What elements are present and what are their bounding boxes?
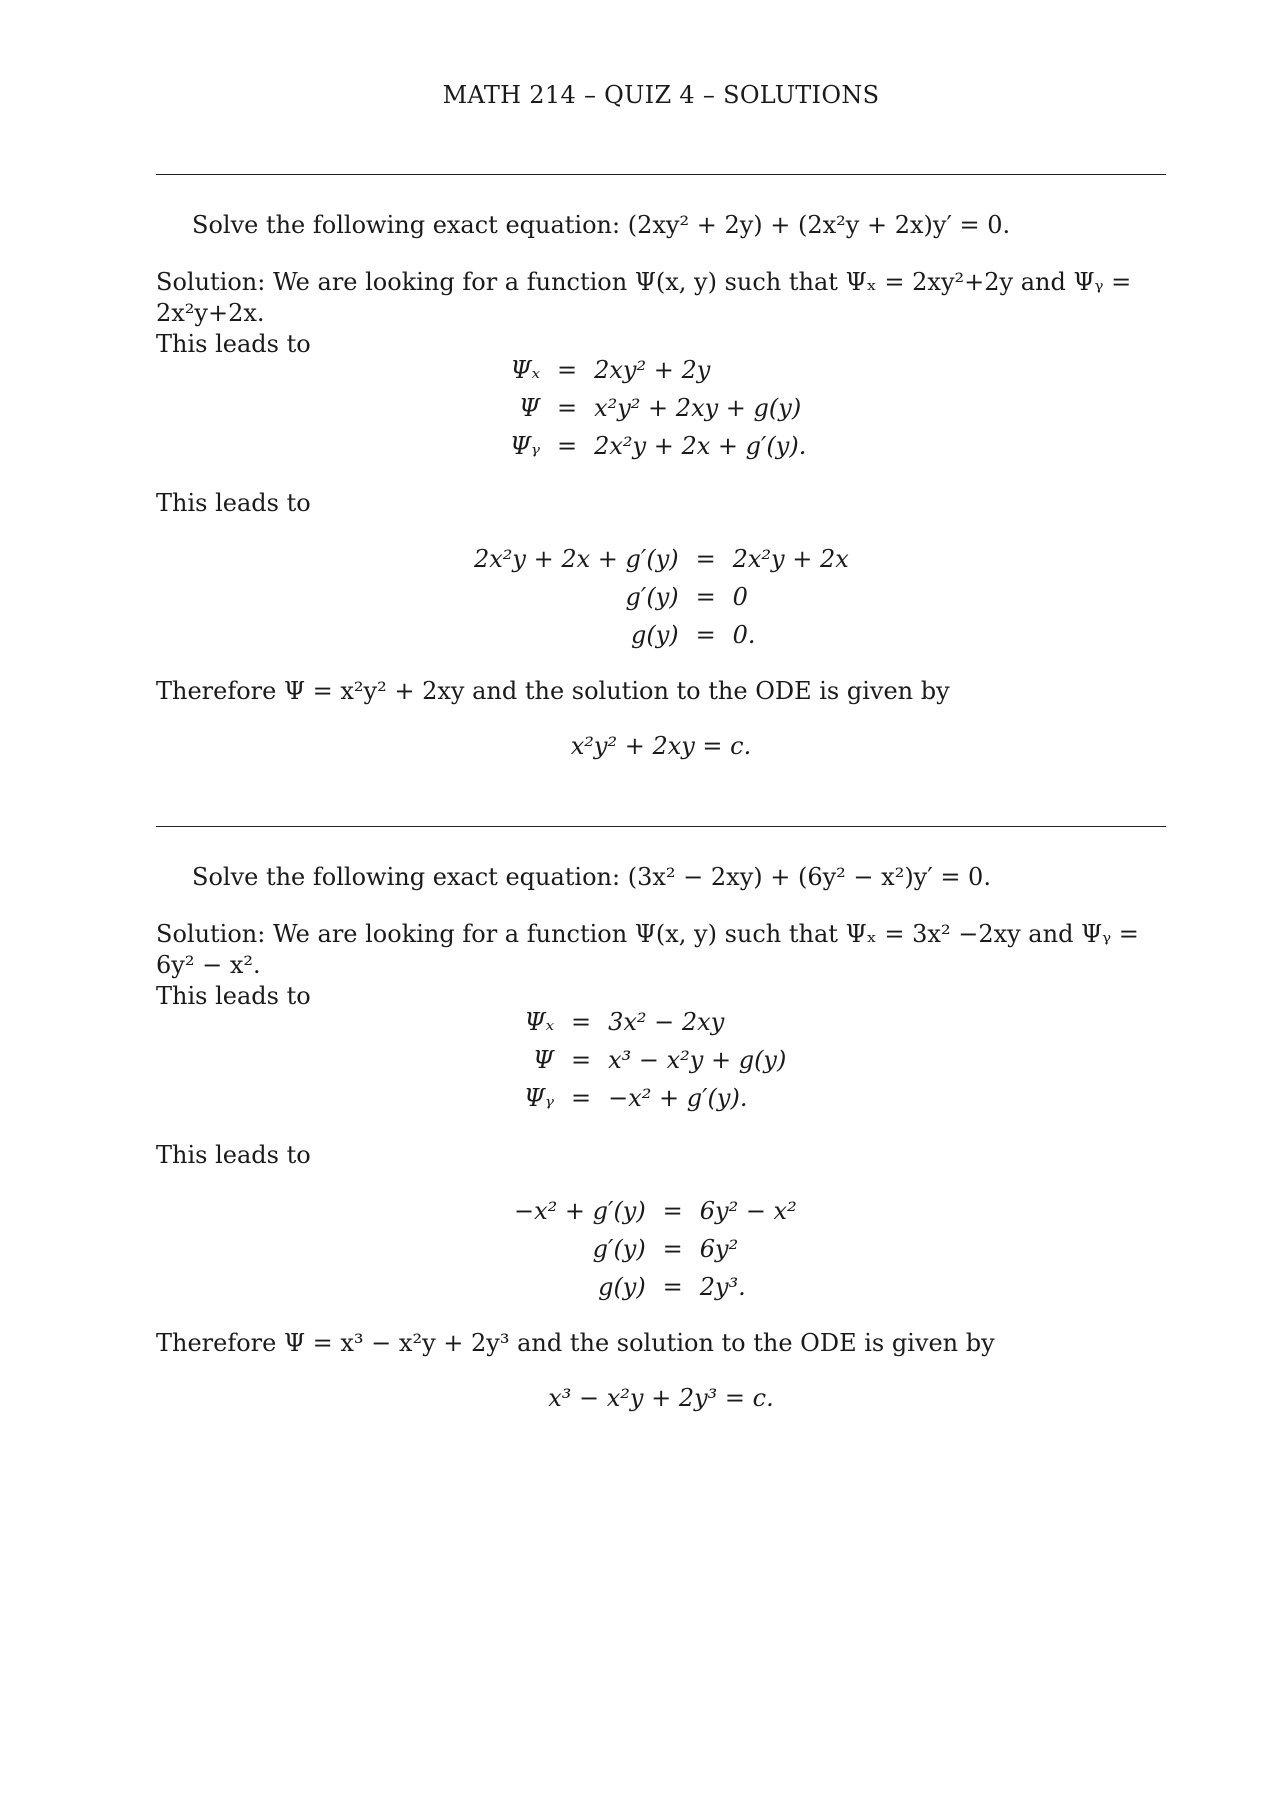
problem-2-final-solution: x³ − x²y + 2y³ = c. <box>548 1384 774 1412</box>
section-divider <box>156 826 1166 827</box>
page-title: MATH 214 – QUIZ 4 – SOLUTIONS <box>442 81 880 109</box>
equation-lhs: −x² + g′(y) <box>514 1197 646 1226</box>
equation-equals: = <box>695 583 716 612</box>
problem-2-derivation <box>524 1004 786 1118</box>
equation-lhs: Ψ <box>533 1046 555 1075</box>
equation-rhs: 6y² <box>699 1235 739 1264</box>
equation-rhs: 2xy² + 2y <box>594 356 711 385</box>
problem-2-leads-to: This leads to <box>156 1141 311 1169</box>
equation-rhs: 0 <box>732 583 748 612</box>
equation-equals: = <box>571 1008 592 1037</box>
problem-1-statement: Solve the following exact equation: (2xy² + 2y) + (2x²y + 2x)y′ = 0. <box>192 211 1011 239</box>
problem-1-comparison <box>474 541 849 655</box>
equation-rhs: 2x²y + 2x <box>732 545 849 574</box>
equation-equals: = <box>557 356 578 385</box>
equation-equals: = <box>557 394 578 423</box>
problem-1-conclusion: Therefore Ψ = x²y² + 2xy and the solution to the ODE is given by <box>156 677 950 705</box>
section-divider <box>156 174 1166 175</box>
equation-rhs: 0. <box>732 621 756 650</box>
equation-lhs: Ψᵧ <box>524 1084 555 1113</box>
equation-lhs: g(y) <box>630 621 679 650</box>
equation-rhs: 6y² − x² <box>699 1197 797 1226</box>
equation-equals: = <box>662 1197 683 1226</box>
solution-intro-line: This leads to <box>156 330 311 359</box>
equation-row <box>524 1042 786 1080</box>
equation-row <box>474 617 849 655</box>
equation-equals: = <box>662 1273 683 1302</box>
equation-row <box>524 1004 786 1042</box>
equation-lhs: Ψₓ <box>524 1008 555 1037</box>
equation-lhs: Ψᵧ <box>510 432 541 461</box>
equation-row <box>514 1193 797 1231</box>
equation-row <box>510 352 806 390</box>
equation-equals: = <box>695 545 716 574</box>
equation-lhs: 2x²y + 2x + g′(y) <box>474 545 679 574</box>
equation-equals: = <box>557 432 578 461</box>
equation-row <box>474 541 849 579</box>
equation-row <box>474 579 849 617</box>
problem-2-conclusion: Therefore Ψ = x³ − x²y + 2y³ and the solution to the ODE is given by <box>156 1329 995 1357</box>
equation-equals: = <box>571 1084 592 1113</box>
problem-1-solution-intro <box>156 267 1166 361</box>
equation-rhs: 3x² − 2xy <box>608 1008 725 1037</box>
equation-lhs: g′(y) <box>625 583 679 612</box>
document-page <box>156 0 1166 1811</box>
equation-row <box>510 428 806 466</box>
equation-row <box>524 1080 786 1118</box>
solution-intro-line: Solution: We are looking for a function Ψ(x, y) such that Ψₓ = 2xy²+2y and Ψᵧ = 2x²y+2x. <box>156 268 1132 328</box>
problem-1-derivation <box>510 352 806 466</box>
equation-rhs: x³ − x²y + g(y) <box>608 1046 787 1075</box>
equation-rhs: 2x²y + 2x + g′(y). <box>594 432 807 461</box>
equation-equals: = <box>571 1046 592 1075</box>
equation-row <box>514 1269 797 1307</box>
equation-lhs: Ψₓ <box>510 356 541 385</box>
problem-2-solution-intro <box>156 919 1166 1013</box>
problem-1-final-solution: x²y² + 2xy = c. <box>570 732 752 760</box>
equation-row <box>510 390 806 428</box>
equation-lhs: Ψ <box>519 394 541 423</box>
problem-1-leads-to: This leads to <box>156 489 311 517</box>
equation-rhs: x²y² + 2xy + g(y) <box>594 394 802 423</box>
equation-lhs: g(y) <box>598 1273 646 1302</box>
solution-intro-line: Solution: We are looking for a function Ψ(x, y) such that Ψₓ = 3x² −2xy and Ψᵧ = 6y² − x². <box>156 920 1139 980</box>
equation-rhs: −x² + g′(y). <box>608 1084 748 1113</box>
equation-row <box>514 1231 797 1269</box>
problem-2-statement: Solve the following exact equation: (3x² − 2xy) + (6y² − x²)y′ = 0. <box>192 863 991 891</box>
solution-intro-line: This leads to <box>156 982 311 1011</box>
equation-lhs: g′(y) <box>592 1235 646 1264</box>
problem-2-comparison <box>514 1193 797 1307</box>
equation-equals: = <box>695 621 716 650</box>
equation-equals: = <box>662 1235 683 1264</box>
equation-rhs: 2y³. <box>699 1273 746 1302</box>
